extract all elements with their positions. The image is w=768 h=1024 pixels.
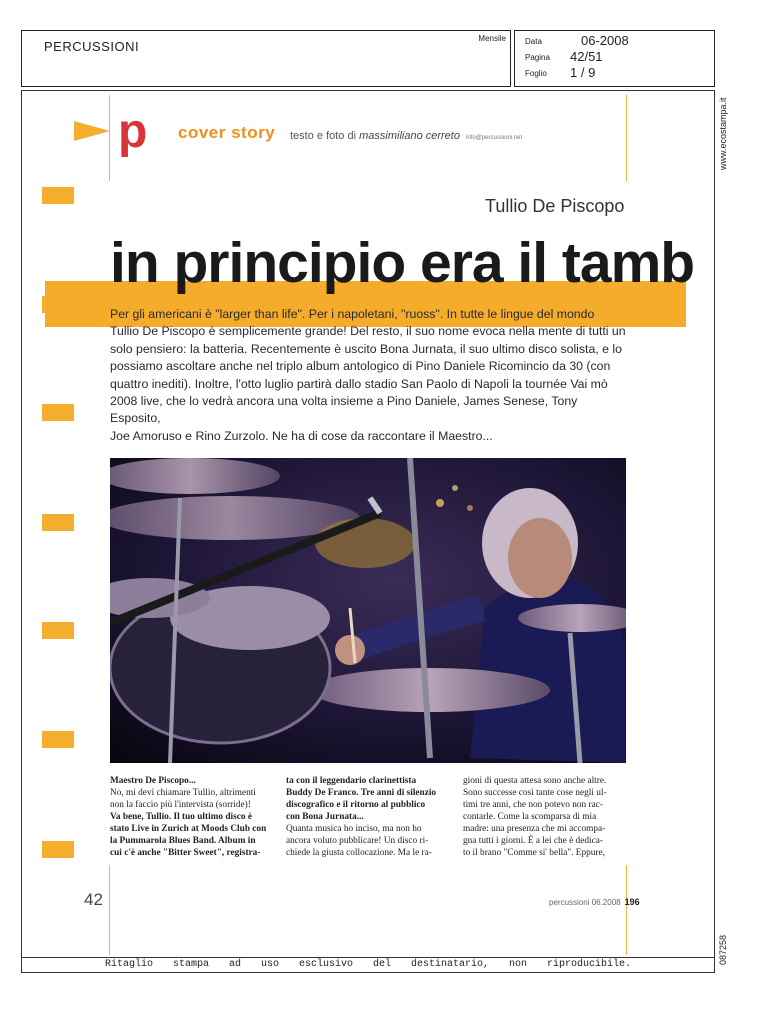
body-line: Buddy De Franco. Tre anni di silenzio bbox=[286, 788, 437, 798]
page-value: 42/51 bbox=[570, 49, 603, 64]
section-flag bbox=[74, 121, 110, 141]
publication-name: PERCUSSIONI bbox=[44, 39, 140, 54]
sheet-label: Foglio bbox=[525, 69, 547, 78]
side-url: www.ecostampa.it bbox=[718, 97, 728, 170]
date-value: 06-2008 bbox=[581, 33, 629, 48]
drummer-photo bbox=[110, 458, 626, 763]
body-line: timi tre anni, che non potevo non rac- bbox=[463, 800, 603, 810]
author-credit: testo e foto di massimiliano cerreto info@percussioni.net bbox=[290, 130, 523, 142]
body-line: stato Live in Zurich at Moods Club con bbox=[110, 824, 267, 834]
body-line: con Bona Jurnata... bbox=[286, 812, 364, 822]
side-code: 087258 bbox=[718, 934, 728, 965]
body-line: to il brano "Comme si' bella". Eppure, bbox=[463, 848, 605, 858]
magazine-logo: p bbox=[118, 105, 148, 158]
page-number: 42 bbox=[84, 890, 103, 909]
article-intro: Per gli americani è "larger than life". Per i napoletani, "ruoss". In tutte le lingue del mondo Tullio De Piscopo è semplicemente grande! Del resto, il suo nome evoca nella mente di tutti un solo pensiero: la batteria. Recentemente è uscito Bona Jurnata, il suo ultimo disco solista, e lo possiamo ascoltare anche nel triplo album antologico di Pino Daniele Ricomincio da 30 (con quattro inediti). Inoltre, l'otto luglio partirà dallo stadio San Paolo di Napoli la tournée Vai mò 2008 live, che lo vedrà ancora una volta insieme a Pino Daniele, James Senese, Tony Esposito, Joe Amoruso e Rino Zurzolo. Ne ha di cose da raccontare il Maestro... bbox=[110, 307, 626, 443]
body-line: ancora voluto pubblicare! Un disco ri- bbox=[286, 836, 429, 846]
side-marker bbox=[42, 622, 74, 639]
body-line: cui c'è anche "Bitter Sweet", registra- bbox=[110, 848, 261, 858]
body-column-1 bbox=[110, 775, 278, 859]
body-column-2 bbox=[286, 775, 454, 859]
date-label: Data bbox=[525, 37, 542, 46]
body-line: la Pummarola Blues Band. Album in bbox=[110, 836, 256, 846]
side-marker bbox=[42, 841, 74, 858]
clipping-meta bbox=[514, 30, 715, 87]
body-line: ta con il leggendario clarinettista bbox=[286, 776, 417, 786]
body-line: non la faccio più l'intervista (sorride)! bbox=[110, 800, 251, 810]
body-line: Va bene, Tullio. Il tuo ultimo disco è bbox=[110, 812, 252, 822]
author-email: info@percussioni.net bbox=[466, 135, 523, 141]
running-code: 196 bbox=[624, 897, 640, 907]
body-column-3 bbox=[463, 775, 628, 859]
body-line: Quanta musica ho inciso, ma non ho bbox=[286, 824, 422, 834]
side-marker bbox=[42, 404, 74, 421]
section-label: cover story bbox=[178, 123, 276, 142]
author-name: massimiliano cerreto bbox=[359, 130, 460, 142]
clipping-header bbox=[21, 30, 511, 87]
body-line: Maestro De Piscopo... bbox=[110, 776, 196, 786]
body-line: gna tutti i giorni. È a lei che è dedica- bbox=[463, 836, 603, 846]
publication-frequency: Mensile bbox=[478, 34, 506, 43]
guide-line bbox=[626, 865, 627, 955]
page-label: Pagina bbox=[525, 53, 550, 62]
article-subject: Tullio De Piscopo bbox=[485, 196, 625, 216]
clipping-footer: Ritaglio stampa ad uso esclusivo del destinatario, non riproducibile. bbox=[21, 958, 715, 973]
body-line: Sono successe così tante cose negli ul- bbox=[463, 788, 607, 798]
sheet-value: 1 / 9 bbox=[570, 65, 596, 80]
guide-line bbox=[626, 95, 627, 181]
side-marker bbox=[42, 514, 74, 531]
drummer-illustration bbox=[110, 458, 626, 763]
side-marker bbox=[42, 731, 74, 748]
body-line: chiede la giusta collocazione. Ma le ra- bbox=[286, 848, 432, 858]
body-line: No, mi devi chiamare Tullio, altrimenti bbox=[110, 788, 256, 798]
body-line: contarle. Come la scomparsa di mia bbox=[463, 812, 597, 822]
running-footer: percussioni 06.2008 196 bbox=[549, 897, 640, 907]
body-line: discografico e il ritorno al pubblico bbox=[286, 800, 426, 810]
body-line: madre: una presenza che mi accompa- bbox=[463, 824, 606, 834]
body-line: gioni di questa attesa sono anche altre. bbox=[463, 776, 607, 786]
guide-line bbox=[109, 865, 110, 955]
side-marker bbox=[42, 187, 74, 204]
article-title: in principio era il tamb bbox=[110, 231, 695, 295]
